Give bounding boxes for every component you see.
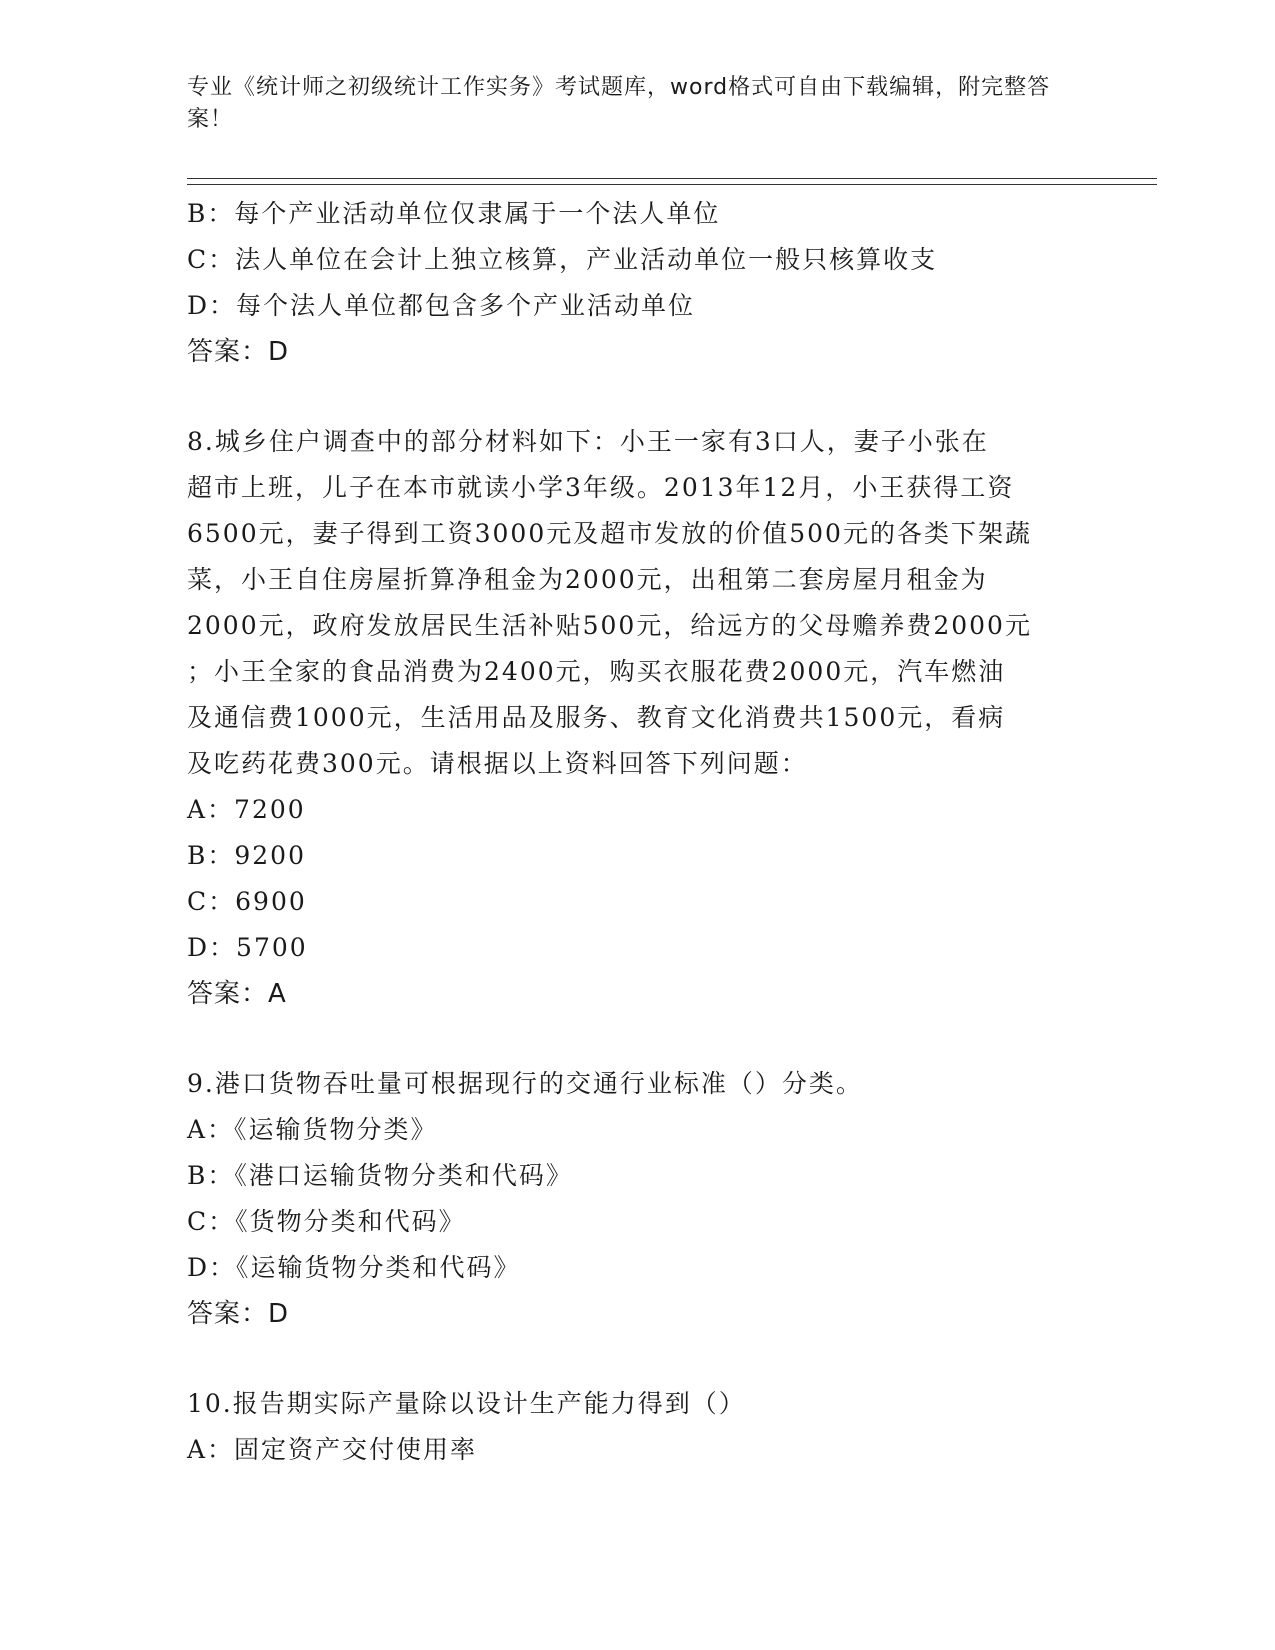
header-divider-bottom (187, 184, 1157, 185)
q9-question: 9.港口货物吞吐量可根据现行的交通行业标准（）分类。 (187, 1069, 863, 1098)
q8-option-a: A：7200 (187, 795, 306, 824)
q8-question-line: 及通信费1000元，生活用品及服务、教育文化消费共1500元，看病 (187, 703, 1006, 732)
q8-question-line: ；小王全家的食品消费为2400元，购买衣服花费2000元，汽车燃油 (187, 657, 1006, 686)
q8-option-d: D：5700 (187, 933, 308, 962)
q7-option-b: B：每个产业活动单位仅隶属于一个法人单位 (187, 199, 721, 228)
q7-option-d: D：每个法人单位都包含多个产业活动单位 (187, 291, 696, 320)
q8-option-c: C：6900 (187, 887, 307, 916)
q7-answer: 答案：D (187, 337, 290, 367)
q9-answer: 答案：D (187, 1299, 290, 1329)
q8-question-line: 2000元，政府发放居民生活补贴500元，给远方的父母赡养费2000元 (187, 611, 1032, 640)
document-header: 专业《统计师之初级统计工作实务》考试题库，word格式可自由下载编辑，附完整答案！ (187, 75, 1051, 132)
q8-question-line: 及吃药花费300元。请根据以上资料回答下列问题： (187, 749, 808, 778)
q8-question-line: 8.城乡住户调查中的部分材料如下：小王一家有3口人，妻子小张在 (187, 427, 989, 456)
q9-option-a: A：《运输货物分类》 (187, 1115, 438, 1144)
question-content (187, 191, 1087, 1473)
q8-question-line: 超市上班，儿子在本市就读小学3年级。2013年12月，小王获得工资 (187, 473, 1015, 502)
q10-question: 10.报告期实际产量除以设计生产能力得到（） (187, 1389, 746, 1418)
q10-option-a: A：固定资产交付使用率 (187, 1435, 478, 1464)
q9-option-c: C：《货物分类和代码》 (187, 1207, 466, 1236)
header-divider-top (187, 178, 1157, 179)
q8-option-b: B：9200 (187, 841, 306, 870)
q8-question (187, 419, 1087, 787)
q8-question-line: 菜，小王自住房屋折算净租金为2000元，出租第二套房屋月租金为 (187, 565, 988, 594)
q9-option-b: B：《港口运输货物分类和代码》 (187, 1161, 573, 1190)
q9-option-d: D：《运输货物分类和代码》 (187, 1253, 521, 1282)
q7-option-c: C：法人单位在会计上独立核算，产业活动单位一般只核算收支 (187, 245, 938, 274)
q8-question-line: 6500元，妻子得到工资3000元及超市发放的价值500元的各类下架蔬 (187, 519, 1032, 548)
q8-answer: 答案：A (187, 979, 287, 1009)
